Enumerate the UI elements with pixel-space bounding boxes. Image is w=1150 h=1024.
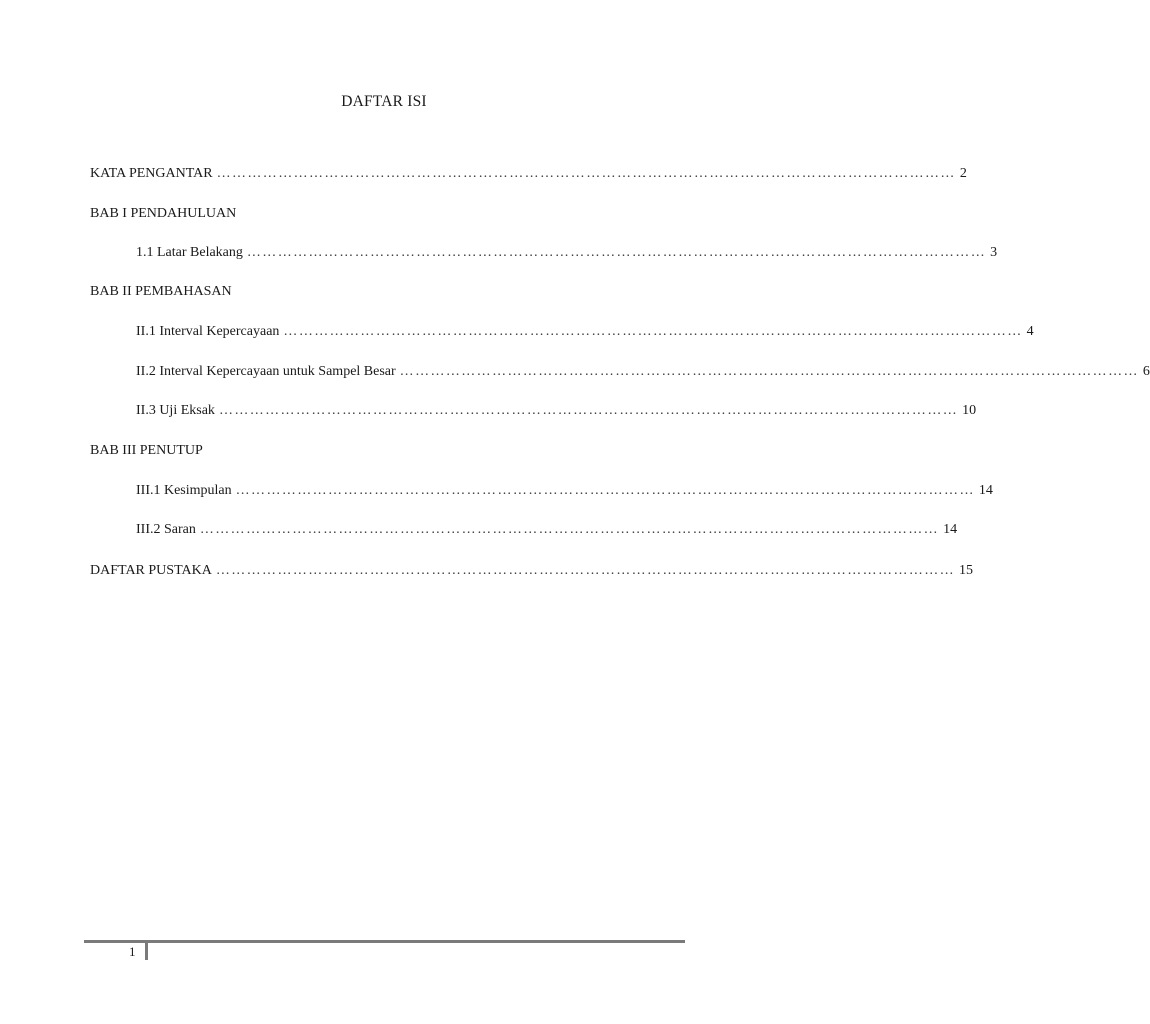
toc-entry-uji-eksak[interactable] (136, 401, 977, 421)
toc-entry-label: DAFTAR PUSTAKA (90, 563, 212, 578)
toc-entry-interval-kepercayaan[interactable] (136, 322, 1034, 342)
toc-entry-label: KATA PENGANTAR (90, 166, 213, 181)
toc-entry-label: III.1 Kesimpulan (136, 483, 232, 498)
toc-entry-page: 15 (959, 563, 974, 578)
footer-divider-tick (145, 943, 148, 960)
toc-entry-page: 14 (943, 522, 958, 537)
toc-chapter-bab-1[interactable]: BAB I PENDAHULUAN (90, 206, 237, 221)
toc-entry-label: III.2 Saran (136, 522, 196, 537)
toc-chapter-bab-3[interactable]: BAB III PENUTUP (90, 443, 203, 458)
toc-entry-label: II.3 Uji Eksak (136, 403, 215, 418)
toc-entry-page: 6 (1142, 364, 1150, 379)
toc-entry-label: II.1 Interval Kepercayaan (136, 324, 280, 339)
page-number: 1 (129, 944, 136, 959)
toc-entry-label: II.2 Interval Kepercayaan untuk Sampel Besar (136, 364, 396, 379)
toc-entry-daftar-pustaka[interactable] (90, 561, 974, 581)
dot-leader: ……………………………………………………………………………………………………………………………… (199, 522, 940, 537)
toc-entry-kesimpulan[interactable] (136, 481, 993, 501)
toc-entry-page: 10 (962, 403, 977, 418)
toc-entry-page: 14 (978, 483, 993, 498)
toc-entry-page: 4 (1026, 324, 1034, 339)
dot-leader: ……………………………………………………………………………………………………………………………… (246, 245, 987, 260)
dot-leader: ……………………………………………………………………………………………………………………………… (215, 563, 956, 578)
dot-leader: ……………………………………………………………………………………………………………………………… (283, 324, 1023, 339)
dot-leader: ……………………………………………………………………………………………………………………………… (235, 483, 975, 498)
toc-entry-saran[interactable] (136, 520, 958, 540)
dot-leader: ……………………………………………………………………………………………………………………………… (399, 364, 1139, 379)
toc-entry-label: 1.1 Latar Belakang (136, 245, 243, 260)
dot-leader: ……………………………………………………………………………………………………………………………… (218, 403, 959, 418)
dot-leader: ……………………………………………………………………………………………………………………………… (216, 166, 956, 181)
footer-rule (84, 940, 685, 943)
page-title: DAFTAR ISI (341, 93, 427, 110)
toc-chapter-bab-2[interactable]: BAB II PEMBAHASAN (90, 284, 232, 299)
toc-entry-interval-sampel-besar[interactable] (136, 362, 1150, 382)
toc-entry-page: 3 (990, 245, 998, 260)
toc-entry-kata-pengantar[interactable] (90, 164, 967, 184)
toc-entry-page: 2 (959, 166, 967, 181)
toc-entry-latar-belakang[interactable] (136, 243, 998, 263)
